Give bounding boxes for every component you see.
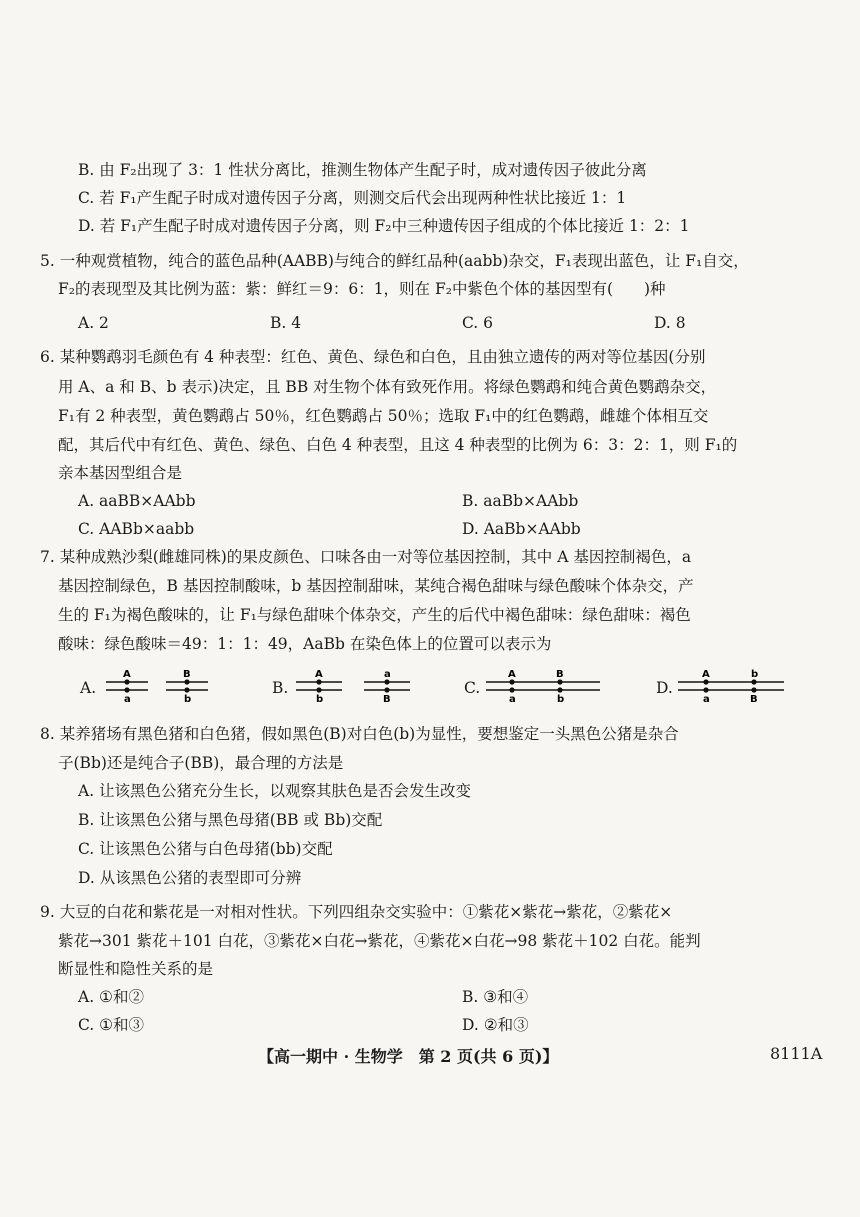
q7-stem-2: 基因控制绿色，B 基因控制酸味，b 基因控制甜味，某纯合褐色甜味与绿色酸味个体杂交，产 bbox=[58, 577, 694, 595]
q9-option-d: D. ②和③ bbox=[462, 1016, 529, 1034]
q7-option-a-diagram bbox=[104, 666, 214, 708]
chromo-label: A bbox=[123, 669, 131, 680]
chromo-label: b bbox=[184, 694, 192, 705]
q7-option-b-label: B. bbox=[272, 679, 289, 697]
q7-option-d-label: D. bbox=[656, 679, 673, 697]
chromo-label: B bbox=[556, 669, 564, 680]
q6-option-a: A. aaBB×AAbb bbox=[78, 492, 196, 510]
q9-option-c: C. ①和③ bbox=[78, 1016, 145, 1034]
q5-stem-1: 5. 一种观赏植物，纯合的蓝色品种(AABB)与纯合的鲜红品种(aabb)杂交，F₁表现出蓝色，让 F₁自交， bbox=[40, 252, 749, 270]
chromo-label: b bbox=[557, 694, 565, 705]
q9-option-a: A. ①和② bbox=[78, 988, 144, 1006]
q8-option-a: A. 让该黑色公猪充分生长，以观察其肤色是否会发生改变 bbox=[78, 782, 472, 800]
chromo-label: A bbox=[508, 669, 516, 680]
q7-stem-1: 7. 某种成熟沙梨(雌雄同株)的果皮颜色、口味各由一对等位基因控制，其中 A 基因控制褐色，a bbox=[40, 548, 692, 566]
chromo-label: a bbox=[384, 669, 391, 680]
q6-stem-1: 6. 某种鹦鹉羽毛颜色有 4 种表型：红色、黄色、绿色和白色，且由独立遗传的两对等位基因(分别 bbox=[40, 348, 706, 366]
q7-option-b-diagram bbox=[294, 666, 412, 708]
q4-option-d: D. 若 F₁产生配子时成对遗传因子分离，则 F₂中三种遗传因子组成的个体比接近 1：2：1 bbox=[78, 217, 690, 235]
q5-option-c: C. 6 bbox=[462, 314, 494, 332]
q8-option-b: B. 让该黑色公猪与黑色母猪(BB 或 Bb)交配 bbox=[78, 811, 383, 829]
q5-option-b: B. 4 bbox=[270, 314, 302, 332]
q8-option-d: D. 从该黑色公猪的表型即可分辨 bbox=[78, 869, 302, 887]
page-footer: 【高一期中 · 生物学 第 2 页(共 6 页)】 bbox=[258, 1047, 559, 1066]
chromo-label: a bbox=[509, 694, 516, 705]
q9-stem-1: 9. 大豆的白花和紫花是一对相对性状。下列四组杂交实验中：①紫花×紫花→紫花，②紫花× bbox=[40, 903, 673, 921]
chromo-label: A bbox=[702, 669, 710, 680]
q6-option-b: B. aaBb×AAbb bbox=[462, 492, 579, 510]
q7-option-d-diagram bbox=[676, 666, 788, 708]
q7-stem-4: 酸味：绿色酸味＝49：1：1：49，AaBb 在染色体上的位置可以表示为 bbox=[58, 635, 552, 653]
chromo-label: B bbox=[750, 694, 758, 705]
q5-option-d: D. 8 bbox=[654, 314, 686, 332]
q7-option-c-diagram bbox=[484, 666, 604, 708]
q8-stem-2: 子(Bb)还是纯合子(BB)，最合理的方法是 bbox=[58, 754, 344, 772]
chromo-label: A bbox=[315, 669, 323, 680]
chromo-label: a bbox=[124, 694, 131, 705]
q9-stem-3: 断显性和隐性关系的是 bbox=[58, 960, 214, 978]
q6-option-d: D. AaBb×AAbb bbox=[462, 520, 581, 538]
chromo-label: B bbox=[183, 669, 191, 680]
q6-stem-2: 用 A、a 和 B、b 表示)决定，且 BB 对生物个体有致死作用。将绿色鹦鹉和纯合黄色鹦鹉杂交， bbox=[58, 378, 717, 396]
q4-option-b: B. 由 F₂出现了 3：1 性状分离比，推测生物体产生配子时，成对遗传因子彼此分离 bbox=[78, 161, 647, 179]
q8-stem-1: 8. 某养猪场有黑色猪和白色猪，假如黑色(B)对白色(b)为显性，要想鉴定一头黑色公猪是杂合 bbox=[40, 725, 679, 743]
q9-stem-2: 紫花→301 紫花＋101 白花，③紫花×白花→紫花，④紫花×白花→98 紫花＋102 白花。能判 bbox=[58, 932, 701, 950]
q7-stem-3: 生的 F₁为褐色酸味的，让 F₁与绿色甜味个体杂交，产生的后代中褐色甜味：绿色甜味：褐色 bbox=[58, 606, 691, 624]
q7-option-a-label: A. bbox=[80, 679, 97, 697]
paper-code: 8111A bbox=[770, 1044, 823, 1063]
q4-option-c: C. 若 F₁产生配子时成对遗传因子分离，则测交后代会出现两种性状比接近 1：1 bbox=[78, 189, 627, 207]
q6-option-c: C. AABb×aabb bbox=[78, 520, 195, 538]
chromo-label: B bbox=[383, 694, 391, 705]
q5-stem-2: F₂的表现型及其比例为蓝：紫：鲜红＝9：6：1，则在 F₂中紫色个体的基因型有( )种 bbox=[58, 280, 666, 298]
q7-option-c-label: C. bbox=[464, 679, 481, 697]
q6-stem-5: 亲本基因型组合是 bbox=[58, 464, 183, 482]
q9-option-b: B. ③和④ bbox=[462, 988, 529, 1006]
q8-option-c: C. 让该黑色公猪与白色母猪(bb)交配 bbox=[78, 840, 333, 858]
chromo-label: a bbox=[703, 694, 710, 705]
q5-option-a: A. 2 bbox=[78, 314, 109, 332]
chromo-label: b bbox=[316, 694, 324, 705]
q6-stem-4: 配，其后代中有红色、黄色、绿色、白色 4 种表型，且这 4 种表型的比例为 6：3：2：1，则 F₁的 bbox=[58, 436, 738, 454]
q6-stem-3: F₁有 2 种表型，黄色鹦鹉占 50％，红色鹦鹉占 50％；选取 F₁中的红色鹦鹉，雌雄个体相互交 bbox=[58, 407, 709, 425]
chromo-label: b bbox=[751, 669, 759, 680]
